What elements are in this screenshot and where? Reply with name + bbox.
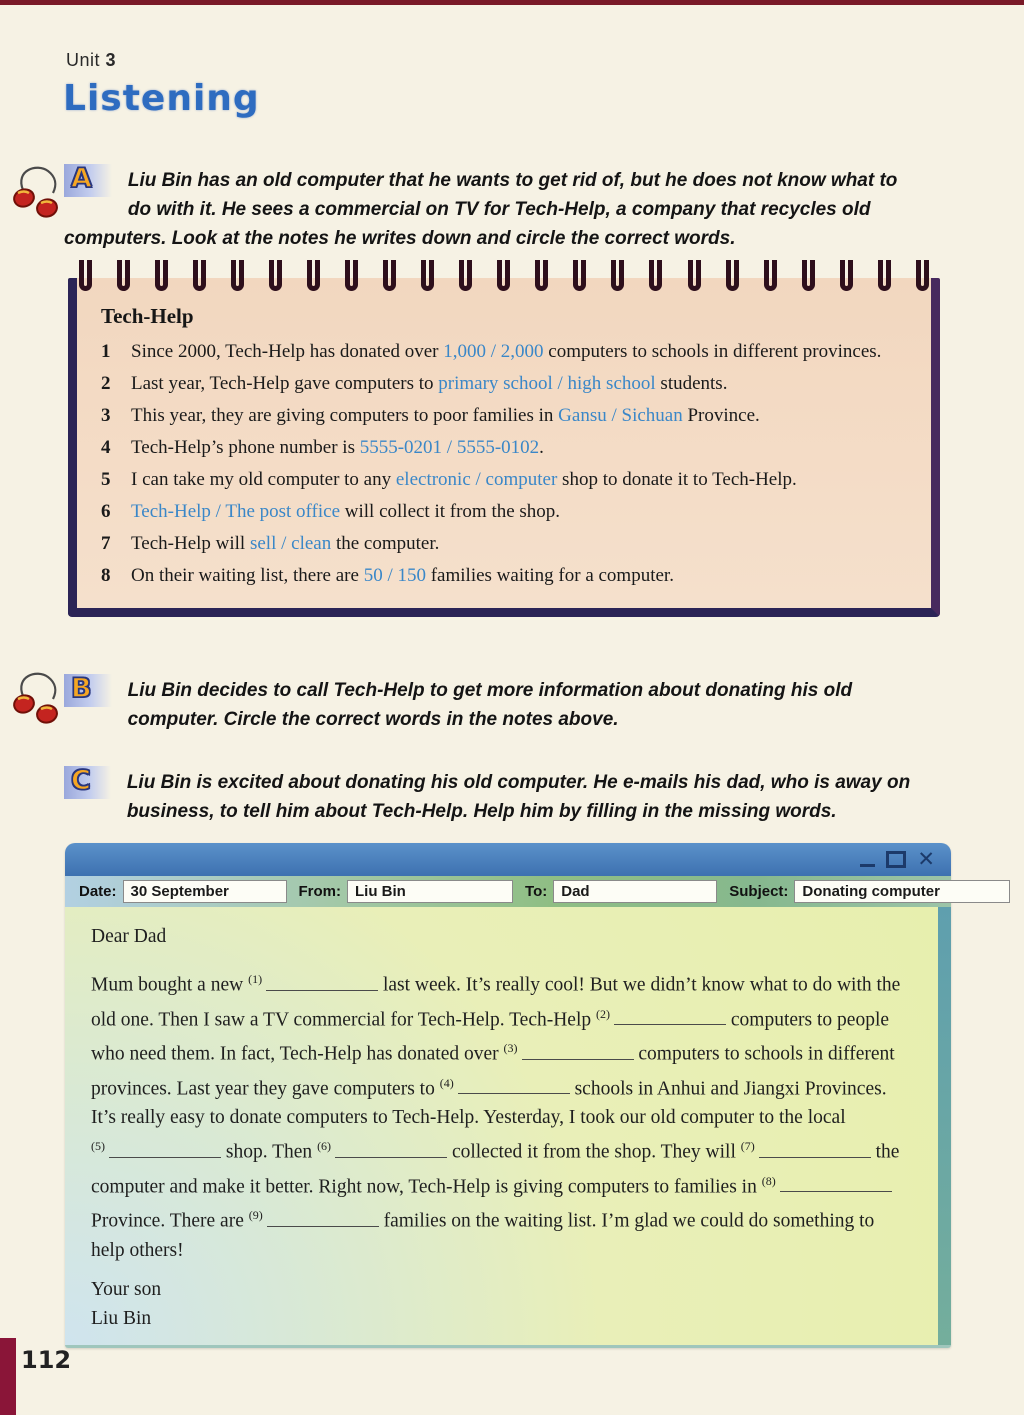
binding-ring (878, 260, 891, 291)
blank-underline (335, 1137, 447, 1158)
blank-number: (5) (91, 1139, 105, 1153)
binding-ring (916, 260, 929, 291)
field-value-box: Dad (553, 880, 717, 903)
note-item: 7 Tech-Help will sell / clean the computer. (101, 530, 907, 557)
email-field-subject (729, 880, 1010, 903)
page-edge-tab (0, 1338, 16, 1415)
choice-words: 50 / 150 (363, 565, 426, 586)
headphones-icon (10, 162, 64, 222)
field-value-box: Donating computer (794, 880, 1010, 903)
unit-number: 3 (105, 50, 117, 70)
note-item-number: 3 (101, 405, 111, 426)
blank-number: (4) (439, 1075, 454, 1090)
section-c-text: Liu Bin is excited about donating his old computer. He e-mails his dad, who is away on business, to tell him about Tech-Help. Help him by filling in the missing words. (126, 772, 911, 822)
section-c-badge: C (64, 766, 111, 799)
blank-underline (614, 1005, 726, 1026)
binding-ring (421, 260, 434, 291)
choice-words: primary school / high school (438, 373, 656, 394)
blank-underline (267, 1206, 379, 1227)
field-value-box: Liu Bin (347, 880, 513, 903)
blank-number: (3) (503, 1041, 518, 1055)
spiral-binding (79, 260, 929, 291)
note-item-number: 2 (101, 373, 111, 394)
fill-blank-7 (741, 1132, 871, 1167)
email-field-from (299, 880, 514, 903)
blank-number: (2) (596, 1006, 611, 1021)
field-value-box: 30 September (123, 880, 287, 903)
fill-blank-4 (440, 1069, 570, 1104)
close-icon: ✕ (917, 847, 935, 871)
note-item-number: 5 (101, 469, 111, 490)
binding-ring (383, 260, 396, 291)
binding-ring (193, 260, 206, 291)
email-body-wrap (65, 907, 951, 1345)
note-item: 5 I can take my old computer to any electronic / computer shop to donate it to Tech-Help. (101, 466, 907, 493)
email-field-to (525, 880, 717, 903)
choice-words: Gansu / Sichuan (558, 405, 683, 426)
binding-ring (573, 260, 586, 291)
email-closing-name: Liu Bin (91, 1307, 152, 1329)
binding-ring (459, 260, 472, 291)
note-item: 8 On their waiting list, there are 50 / 150 families waiting for a computer. (101, 562, 907, 589)
binding-ring (611, 260, 624, 291)
binding-ring (649, 260, 662, 291)
fill-blank-6 (317, 1132, 447, 1167)
field-label: Date: (79, 883, 117, 900)
note-item-number: 1 (101, 341, 111, 362)
note-item-number: 4 (101, 437, 111, 458)
choice-words: sell / clean (249, 533, 332, 554)
headphones-icon (10, 668, 64, 728)
binding-ring (764, 260, 777, 291)
note-item-number: 6 (101, 501, 111, 522)
binding-ring (155, 260, 168, 291)
email-titlebar (65, 843, 951, 876)
maximize-icon (886, 851, 906, 868)
blank-number: (1) (248, 972, 263, 986)
note-item: 1 Since 2000, Tech-Help has donated over 1,000 / 2,000 computers to schools in different provinces. (101, 338, 907, 365)
field-label: Subject: (729, 883, 789, 900)
blank-number: (6) (317, 1139, 332, 1153)
binding-ring (497, 260, 510, 291)
email-closing-signoff: Your son (91, 1278, 162, 1300)
choice-words: 1,000 / 2,000 (443, 341, 544, 362)
binding-ring (688, 260, 701, 291)
binding-ring (802, 260, 815, 291)
page-title: Listening (63, 78, 260, 119)
fill-blank-3 (504, 1034, 634, 1069)
email-paragraph: Mum bought a new $^{(1)}$ last week. It’s really cool! But we didn’t know what to do with the old one. Then I saw a TV commercial for Tech-Help. Tech-Help $^{(2)}$ computers to people who need them. In fact, Tech-Help has donated over $^{(3)}$ computers to schools in different provinces. Last year they gave computers to $^{(4)}$ schools in Anhui and Jiangxi Provinces. It’s really easy to donate computers to Tech-Help. Yesterday, I took our old computer to the local $^{(5)}$ shop. Then $^{(6)}$ collected it from the shop. They will $^{(7)}$ the computer and make it better. Right now, Tech-Help is giving computers to families in $^{(8)}$ Province. There are $^{(9)}$ families on the waiting list. I’m glad we could do something to help others! (91, 965, 912, 1265)
note-item: 6 Tech-Help / The post office will collect it from the shop. (101, 498, 907, 525)
section-a-badge: A (64, 164, 112, 197)
section-b-text: Liu Bin decides to call Tech-Help to get more information about donating his old computer. Circle the correct words in the notes above. (127, 680, 853, 730)
binding-ring (269, 260, 282, 291)
fill-blank-8 (762, 1167, 892, 1202)
fill-blank-5 (91, 1132, 221, 1167)
binding-ring (345, 260, 358, 291)
window-controls (860, 843, 935, 876)
binding-ring (840, 260, 853, 291)
section-b (64, 673, 914, 734)
binding-ring (79, 260, 92, 291)
blank-underline (780, 1172, 892, 1193)
blank-underline (109, 1137, 221, 1158)
email-window-right-edge (938, 907, 951, 1345)
fill-blank-1 (248, 965, 378, 1000)
email-header-fields (65, 876, 951, 907)
binding-ring (535, 260, 548, 291)
email-greeting: Dear Dad (91, 926, 167, 947)
email-field-date (79, 880, 287, 903)
minimize-icon (860, 864, 875, 867)
notebook (68, 278, 940, 617)
blank-number: (7) (740, 1139, 755, 1153)
blank-underline (522, 1039, 634, 1060)
blank-underline (458, 1074, 570, 1095)
email-window (65, 843, 951, 1348)
note-item-number: 8 (101, 565, 111, 586)
section-a-text: Liu Bin has an old computer that he wants to get rid of, but he does not know what to do with it. He sees a commercial on TV for Tech-Help, a company that recycles old computers. Look at the notes he writes down and circle the correct words. (64, 170, 898, 249)
choice-words: 5555-0201 / 5555-0102 (359, 437, 540, 458)
fill-blank-2 (596, 1000, 726, 1035)
page-top-strip (0, 0, 1024, 5)
note-item-number: 7 (101, 533, 111, 554)
blank-underline (266, 970, 378, 991)
blank-number: (8) (761, 1173, 776, 1188)
section-a (64, 163, 914, 253)
blank-underline (759, 1137, 871, 1158)
section-b-badge: B (64, 674, 112, 707)
binding-ring (117, 260, 130, 291)
choice-words: Tech-Help / The post office (131, 501, 341, 522)
notebook-items (101, 338, 907, 589)
field-label: From: (298, 883, 342, 900)
binding-ring (307, 260, 320, 291)
fill-blank-9 (249, 1201, 379, 1236)
field-label: To: (525, 883, 548, 900)
notebook-title: Tech-Help (101, 304, 194, 328)
binding-ring (726, 260, 739, 291)
choice-words: electronic / computer (395, 469, 558, 490)
note-item: 2 Last year, Tech-Help gave computers to primary school / high school students. (101, 370, 907, 397)
email-body (65, 907, 938, 1345)
page-number: 112 (21, 1346, 72, 1374)
section-c (64, 765, 914, 826)
unit-label: Unit 3 (66, 50, 117, 70)
note-item: 3 This year, they are giving computers to poor families in Gansu / Sichuan Province. (101, 402, 907, 429)
note-item: 4 Tech-Help’s phone number is 5555-0201 / 5555-0102. (101, 434, 907, 461)
blank-number: (9) (248, 1208, 263, 1222)
binding-ring (231, 260, 244, 291)
